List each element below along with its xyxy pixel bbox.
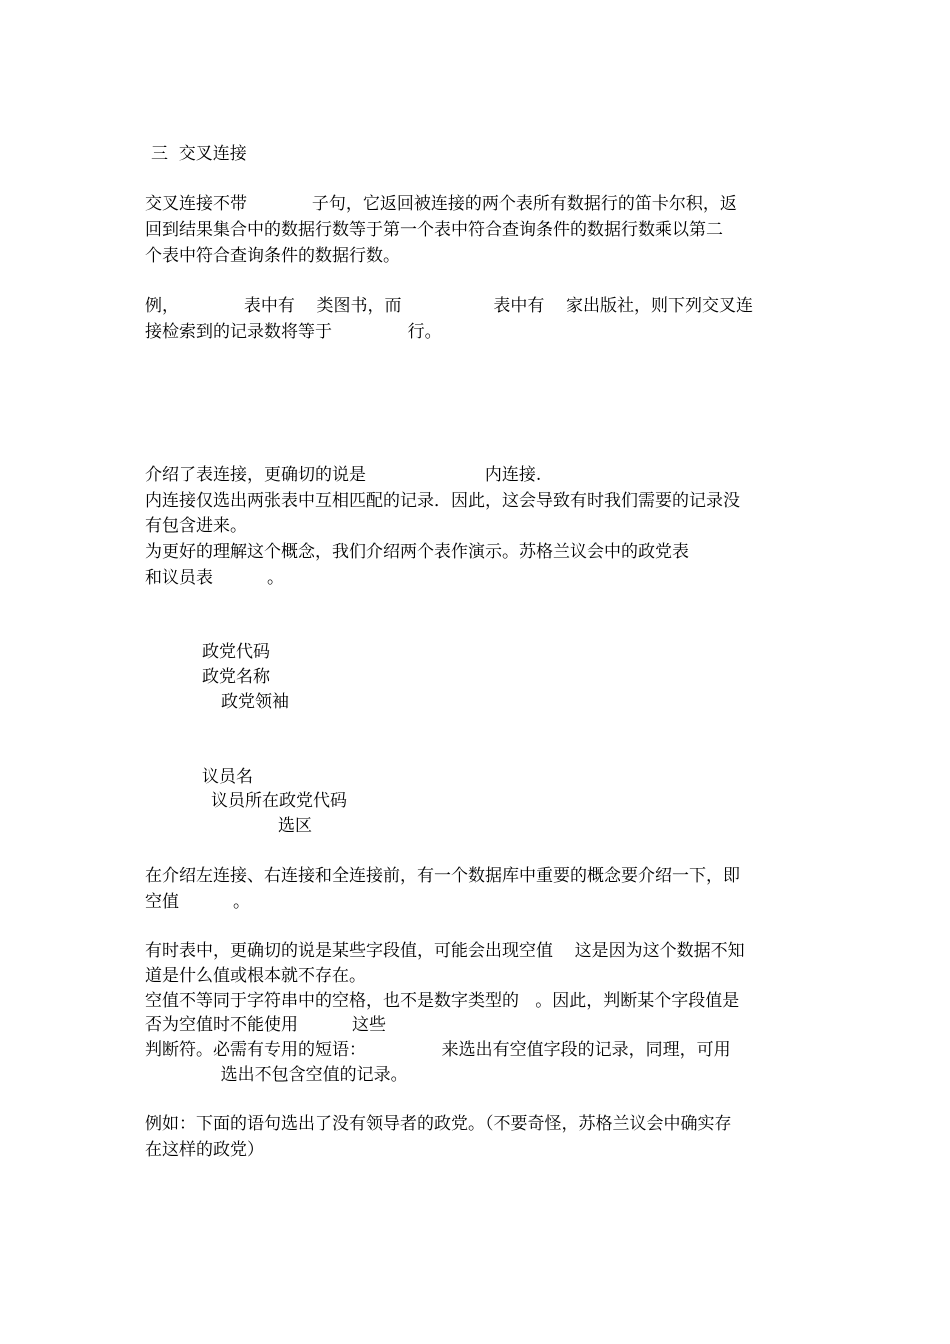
- null-desc-line-4: 否为空值时不能使用 这些: [145, 1015, 387, 1035]
- null-desc-line-6: 选出不包含空值的记录。: [145, 1065, 408, 1085]
- inner-join-line-5: 和议员表 。: [145, 568, 285, 588]
- inner-join-line-1: 介绍了表连接，更确切的说是 内连接.: [145, 465, 542, 485]
- null-desc-line-3: 空值不等同于字符串中的空格，也不是数字类型的 。因此，判断某个字段值是: [145, 991, 740, 1011]
- party-field-code: 政党代码: [202, 642, 270, 662]
- null-intro-line-1: 在介绍左连接、右连接和全连接前，有一个数据库中重要的概念要介绍一下，即: [145, 866, 740, 886]
- example-line-2: 接检索到的记录数将等于 行。: [145, 322, 442, 342]
- party-field-name: 政党名称: [202, 667, 270, 687]
- inner-join-line-3: 有包含进来。: [145, 516, 247, 536]
- null-example-line-2: 在这样的政党）: [145, 1140, 264, 1160]
- null-intro-line-2: 空值 。: [145, 892, 251, 912]
- msp-field-party: 议员所在政党代码: [211, 791, 347, 811]
- null-desc-line-2: 道是什么值或根本就不存在。: [145, 966, 366, 986]
- null-example-line-1: 例如：下面的语句选出了没有领导者的政党。（不要奇怪，苏格兰议会中确实存: [145, 1114, 732, 1134]
- party-field-leader: 政党领袖: [221, 692, 289, 712]
- msp-field-name: 议员名: [202, 767, 253, 787]
- example-line-1: 例， 表中有 类图书，而 表中有 家出版社，则下列交叉连: [145, 296, 753, 316]
- msp-field-constituency: 选区: [278, 816, 312, 836]
- cross-join-line-1: 交叉连接不带 子句，它返回被连接的两个表所有数据行的笛卡尔积，返: [145, 194, 737, 214]
- section-heading: 三 交叉连接: [151, 144, 247, 164]
- inner-join-line-2: 内连接仅选出两张表中互相匹配的记录．因此，这会导致有时我们需要的记录没: [145, 491, 740, 511]
- null-desc-line-5: 判断符。必需有专用的短语： 来选出有空值字段的记录，同理，可用: [145, 1040, 731, 1060]
- cross-join-line-2: 回到结果集合中的数据行数等于第一个表中符合查询条件的数据行数乘以第二: [145, 220, 723, 240]
- inner-join-line-4: 为更好的理解这个概念，我们介绍两个表作演示。苏格兰议会中的政党表: [145, 542, 689, 562]
- null-desc-line-1: 有时表中，更确切的说是某些字段值，可能会出现空值 这是因为这个数据不知: [145, 941, 745, 961]
- cross-join-line-3: 个表中符合查询条件的数据行数。: [145, 246, 400, 266]
